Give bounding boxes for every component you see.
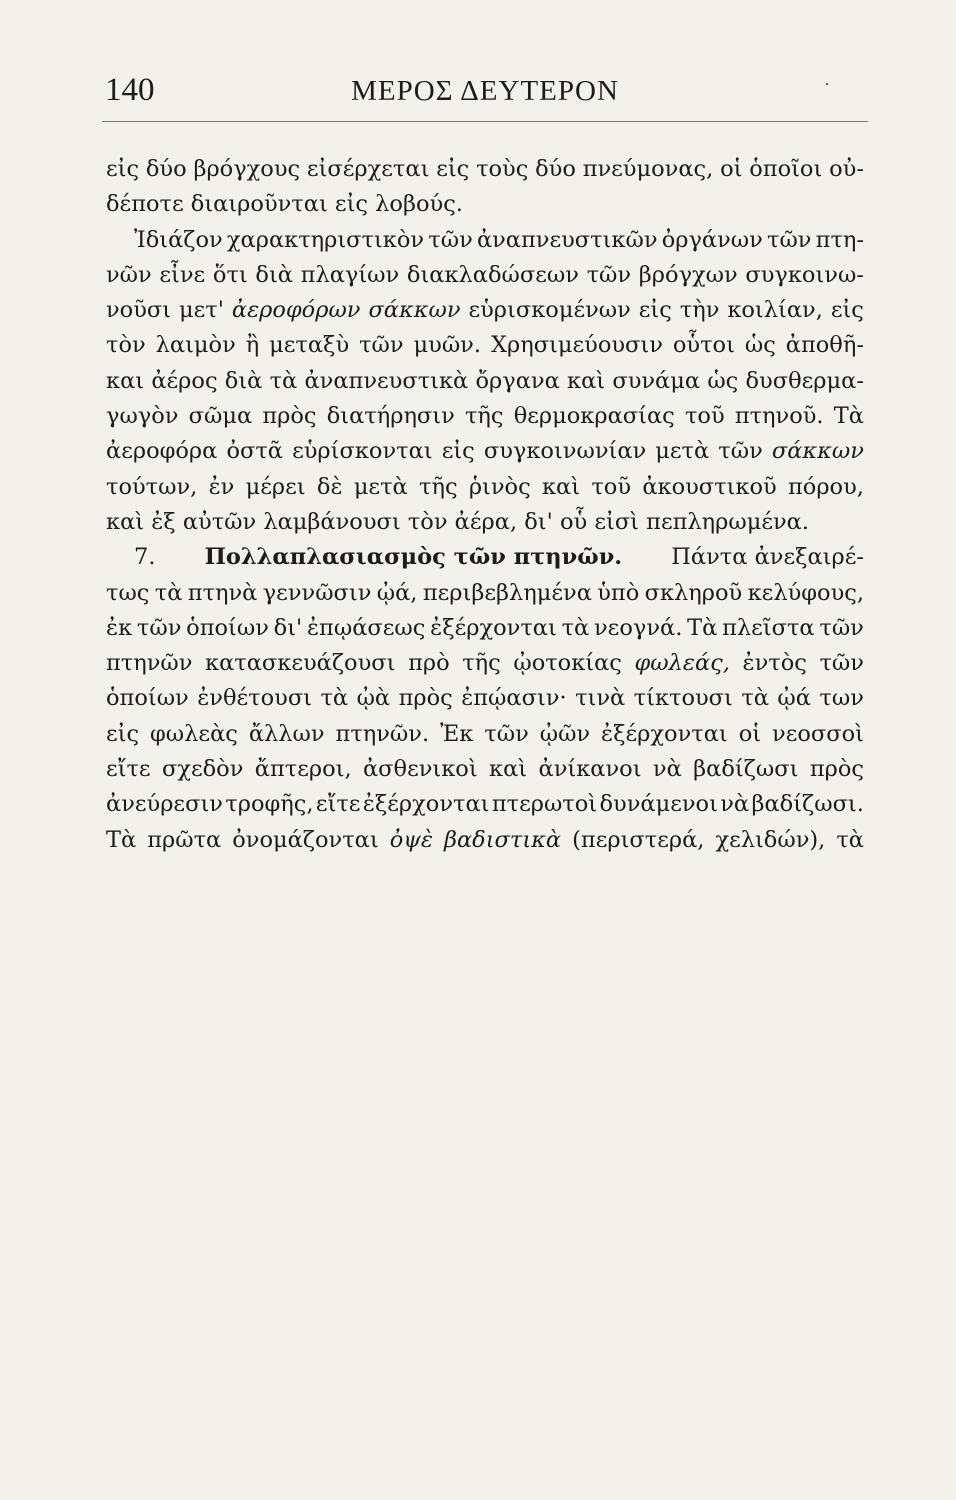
word: φωλεὰς xyxy=(150,720,238,747)
word: ἀκουστικοῦ xyxy=(642,473,777,500)
word: πρὸς xyxy=(262,403,317,430)
header-dot: . xyxy=(825,72,829,89)
word: ἀνίκανοι xyxy=(538,756,642,783)
word: διὰ xyxy=(224,367,263,394)
word: ᾠά, xyxy=(376,579,418,606)
section-number: 7. xyxy=(134,544,156,571)
word: ἄλλων xyxy=(248,720,325,747)
word: βαδίζωσι. xyxy=(751,791,864,818)
word: εἰς xyxy=(436,156,470,182)
word: τὰ xyxy=(320,685,349,712)
word: δύο xyxy=(145,156,187,182)
word: Τὰ xyxy=(106,826,137,853)
word: ὁποῖοι xyxy=(749,156,823,182)
word: μετ' xyxy=(179,297,224,324)
word: ἐνθέτουσι xyxy=(197,685,312,712)
word: τως xyxy=(106,579,150,606)
word: εἰς xyxy=(830,297,864,324)
word: δύο xyxy=(535,156,576,182)
word: κοιλίαν, xyxy=(727,297,823,324)
word: νεογνά. xyxy=(594,614,683,641)
word: σάκκων xyxy=(368,297,461,324)
text-line xyxy=(106,787,864,822)
word: δι' xyxy=(273,614,303,641)
word: ἐξέρχονται xyxy=(362,791,490,818)
text-line xyxy=(106,611,864,646)
word: εἴτε xyxy=(106,756,151,783)
word: ὅτι xyxy=(212,261,248,288)
word: πνεύμονας, xyxy=(582,156,714,182)
page-number: 140 xyxy=(105,72,155,108)
word: τίκτουσι xyxy=(633,685,733,712)
word: εἰς xyxy=(106,720,140,747)
word: μέρει xyxy=(245,473,306,500)
word: λαιμὸν xyxy=(155,332,236,359)
word: ἀεροφόρα xyxy=(106,438,218,465)
word: τὸν xyxy=(106,332,146,359)
word: οἱ xyxy=(720,156,743,182)
word: τούτων, xyxy=(106,473,198,500)
word: ὀνομάζονται xyxy=(232,826,379,853)
word: τῶν xyxy=(767,226,812,253)
word: τῶν xyxy=(136,614,182,641)
word: διακλαδώσεων xyxy=(406,261,579,288)
word: ὀστᾶ xyxy=(226,438,283,465)
word: ἀέρος xyxy=(151,367,218,394)
word: τῶν xyxy=(428,226,473,253)
word: πτηνοῦ. xyxy=(734,403,824,430)
word: σχεδὸν xyxy=(161,756,244,783)
word: τῆς xyxy=(464,403,504,430)
word: πρὸ xyxy=(408,650,450,677)
word: τὰ xyxy=(561,614,590,641)
word: ὀργάνων xyxy=(661,226,763,253)
word: τῶν xyxy=(718,438,763,465)
word: πτη- xyxy=(815,226,864,253)
word: σάκκων xyxy=(771,438,864,465)
word: πρῶτα xyxy=(147,826,222,853)
word: πτηνῶν xyxy=(106,650,193,677)
line-text: δέποτε διαιροῦνται εἰς λοβούς. xyxy=(106,191,463,218)
word: οἱ xyxy=(738,720,762,747)
word: βαδίζωσι xyxy=(693,756,799,783)
word: πόρου, xyxy=(788,473,864,500)
word: πτηνὰ xyxy=(187,579,258,606)
word: ἐν xyxy=(208,473,235,500)
word: ἐκ xyxy=(106,614,133,641)
text-line xyxy=(106,364,864,399)
word: ἐξέρχονται xyxy=(430,614,557,641)
text-line xyxy=(106,505,864,540)
word: ἐξέρχονται xyxy=(601,720,728,747)
word: νῶν xyxy=(106,261,152,288)
word: Ἐκ xyxy=(440,720,474,747)
word: θερμοκρασίας xyxy=(513,403,675,430)
word: μετὰ xyxy=(655,438,710,465)
word: ἀναπνευστικὰ xyxy=(304,367,469,394)
word: ἀποθῆ- xyxy=(785,332,864,359)
word: καὶ xyxy=(541,473,581,500)
word: ὁποίων xyxy=(186,614,269,641)
word: τὰ xyxy=(154,579,183,606)
word: συνάμα xyxy=(612,367,701,394)
word: τῶν xyxy=(359,332,404,359)
word: και xyxy=(106,367,145,394)
word: συγκοινωνίαν xyxy=(483,438,647,465)
word: ᾠὰ xyxy=(356,685,391,712)
text-line xyxy=(106,752,864,787)
word: τῶν xyxy=(484,720,529,747)
word: πλαγίων xyxy=(300,261,400,288)
word: οὐ- xyxy=(829,156,864,182)
word: γεννῶσιν xyxy=(262,579,372,606)
word: τοῦ xyxy=(684,403,725,430)
word: ὁποίων xyxy=(106,685,189,712)
word: βρόγχους xyxy=(193,156,301,182)
word: περιβεβλημένα xyxy=(422,579,592,606)
word: τὰ xyxy=(269,367,298,394)
word: χελιδών), xyxy=(715,826,826,853)
word: καὶ xyxy=(567,367,606,394)
word: τινὰ xyxy=(575,685,626,712)
word: οὗτοι xyxy=(672,332,735,359)
word: πτηνῶν. xyxy=(335,720,430,747)
word: τὰ xyxy=(836,826,864,853)
word: εὑρισκομένων xyxy=(468,297,631,324)
word: Τὰ xyxy=(687,614,718,641)
word: νὰ xyxy=(652,756,682,783)
word: εἶνε xyxy=(159,261,206,288)
word: πρὸς xyxy=(398,685,453,712)
page-header xyxy=(105,72,865,116)
body-text xyxy=(106,152,864,858)
word: τὰ xyxy=(741,685,769,712)
word: πτερωτοὶ xyxy=(491,791,598,818)
line-text: Πάντα ἀνεξαιρέ- xyxy=(671,544,864,571)
word: βρόγχων xyxy=(638,261,738,288)
word: κατασκευάζουσι xyxy=(205,650,396,677)
section-heading: Πολλαπλασιασμὸς τῶν πτηνῶν. xyxy=(204,544,623,571)
word: βαδιστικὰ xyxy=(443,826,562,853)
text-line xyxy=(106,399,864,434)
word: τῶν xyxy=(819,614,864,641)
word: διατήρησιν xyxy=(326,403,455,430)
word: μυῶν. xyxy=(413,332,482,359)
word: εἰς xyxy=(106,156,140,182)
word: σκληροῦ xyxy=(644,579,743,606)
word: γωγὸν xyxy=(106,403,179,430)
word: Τὰ xyxy=(833,403,864,430)
text-line xyxy=(106,187,864,222)
word: καὶ xyxy=(489,756,528,783)
word: εἰς xyxy=(441,438,475,465)
text-line xyxy=(106,823,864,858)
word: δυνάμενοι xyxy=(599,791,718,818)
word: ἄπτεροι, xyxy=(254,756,352,783)
word: πλεῖστα xyxy=(722,614,815,641)
word: διὰ xyxy=(255,261,293,288)
text-line xyxy=(106,152,864,187)
word: ᾠά xyxy=(777,685,811,712)
running-title: ΜΕΡΟΣ ΔΕΥΤΕΡΟΝ xyxy=(351,75,619,107)
word: μετὰ xyxy=(353,473,408,500)
word: ὑπὸ xyxy=(597,579,640,606)
word: δὲ xyxy=(316,473,343,500)
word: ἀσθενικοὶ xyxy=(362,756,478,783)
text-line xyxy=(106,258,864,293)
word: τῶν xyxy=(586,261,632,288)
word: δυσθερμα- xyxy=(745,367,864,394)
word: ἀνεύρεσιν xyxy=(106,791,223,818)
word: ὄργανα xyxy=(475,367,560,394)
word: πρὸς xyxy=(809,756,864,783)
word: ἐπῳάσεως xyxy=(306,614,426,641)
word: ὀψὲ xyxy=(389,826,433,853)
word: ἢ xyxy=(245,332,260,359)
text-line xyxy=(106,681,864,716)
text-line xyxy=(106,540,864,575)
word: ᾠῶν xyxy=(539,720,591,747)
word: τῆς xyxy=(419,473,458,500)
word: χαρακτηριστικὸν xyxy=(226,226,425,253)
text-line xyxy=(106,223,864,258)
word: τροφῆς, xyxy=(225,791,314,818)
text-line xyxy=(106,646,864,681)
word: μεταξὺ xyxy=(269,332,350,359)
word: τὴν xyxy=(679,297,720,324)
word: Χρησιμεύουσιν xyxy=(490,332,663,359)
text-line xyxy=(106,470,864,505)
word: νὰ xyxy=(720,791,750,818)
text-line xyxy=(106,434,864,469)
word: ῥινὸς xyxy=(468,473,531,500)
word: τοῦ xyxy=(591,473,632,500)
word: φωλεάς, xyxy=(634,650,730,677)
word: ἐπῴασιν· xyxy=(461,685,567,712)
word: νεοσσοὶ xyxy=(772,720,864,747)
word: ἀναπνευστικῶν xyxy=(476,226,658,253)
text-line xyxy=(106,576,864,611)
text-line xyxy=(106,328,864,363)
word: τῶν xyxy=(819,650,864,677)
word: (περιστερά, xyxy=(572,826,705,853)
word: ὡς xyxy=(707,367,739,394)
word: ὡς xyxy=(744,332,776,359)
word: των xyxy=(819,685,864,712)
text-line xyxy=(106,717,864,752)
word: ἀεροφόρων xyxy=(231,297,361,324)
word: συγκοινω- xyxy=(745,261,864,288)
header-rule xyxy=(102,121,868,122)
text-line xyxy=(106,293,864,328)
word: Ἰδιάζον xyxy=(134,226,223,253)
word: τῆς xyxy=(462,650,501,677)
word: κελύφους, xyxy=(747,579,864,606)
word: νοῦσι xyxy=(106,297,172,324)
word: εἰσέρχεται xyxy=(306,156,430,182)
word: σῶμα xyxy=(188,403,253,430)
word: ἐντὸς xyxy=(742,650,807,677)
word: ᾠοτοκίας xyxy=(513,650,622,677)
word: τοὺς xyxy=(476,156,529,182)
word: εἰς xyxy=(638,297,672,324)
word: εὑρίσκονται xyxy=(292,438,433,465)
word: εἴτε xyxy=(315,791,361,818)
line-text: καὶ ἐξ αὐτῶν λαμβάνουσι τὸν ἀέρα, δι' οὗ εἰσὶ πεπληρωμένα. xyxy=(106,508,810,535)
